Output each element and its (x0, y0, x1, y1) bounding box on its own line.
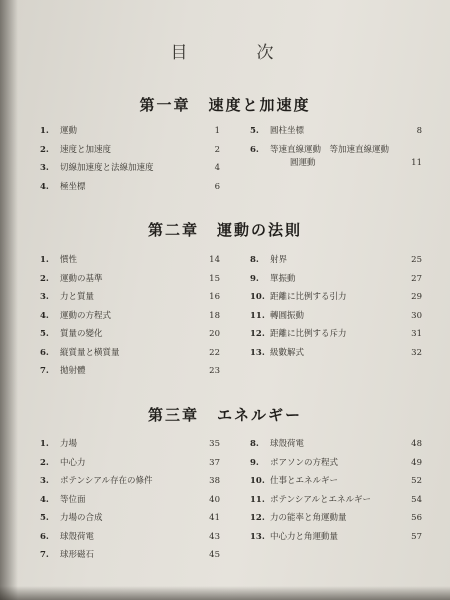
toc-entry-title: 力の能率と角運動量 (270, 513, 347, 523)
toc-entry (40, 347, 220, 366)
toc-entry (40, 162, 220, 181)
toc-entry-title: 拋射體 (60, 366, 86, 376)
toc-entry-page: 25 (411, 255, 422, 265)
toc-entry-page: 38 (209, 476, 220, 486)
toc-entry-title: 級數解式 (270, 347, 305, 358)
toc-entry-page: 8 (416, 126, 422, 136)
toc-entry-title: ポテンシアル存在の條件 (60, 476, 153, 486)
toc-entry-page: 6 (214, 181, 220, 192)
toc-entry (250, 254, 422, 273)
toc-entry-title: 球殼荷電 (270, 439, 305, 449)
toc-entry-number: 3. (40, 476, 49, 486)
toc-entry-title: 速度と加速度 (60, 144, 112, 155)
chapter-2-title: 運動の法則 (217, 221, 303, 239)
chapter-2-number: 第二章 (147, 221, 199, 239)
toc-entry-title: 距離に比例する引力 (270, 292, 347, 302)
toc-entry-number: 9. (250, 457, 259, 468)
toc-entry-number: 2. (40, 457, 49, 468)
toc-entry-page: 4 (214, 163, 220, 173)
toc-entry-number: 1. (40, 126, 49, 136)
toc-entry-number: 12. (250, 513, 265, 523)
toc-entry-title: 極坐標 (60, 181, 86, 192)
toc-entry-title: 等位面 (60, 494, 86, 505)
toc-entry-title: 慣性 (60, 255, 78, 265)
page-bottom-shadow (0, 586, 450, 600)
toc-entry-number: 2. (40, 144, 49, 155)
toc-entry-page: 15 (209, 273, 220, 284)
toc-entry-title-continued: 圓運動 (290, 157, 316, 168)
toc-entry-number: 10. (250, 476, 265, 486)
toc-entry-number: 9. (250, 273, 259, 284)
toc-entry (250, 144, 422, 174)
toc-entry-page: 22 (209, 347, 220, 358)
toc-entry-title: 運動の基準 (60, 273, 103, 284)
toc-entry-title: 射界 (270, 255, 288, 265)
toc-entry-number: 11. (250, 310, 265, 321)
toc-entry (40, 291, 220, 310)
toc-entry-page: 1 (214, 126, 220, 136)
toc-entry-number: 3. (40, 292, 49, 302)
toc-entry-number: 4. (40, 181, 49, 192)
toc-entry-page: 41 (209, 513, 220, 523)
toc-entry-number: 2. (40, 273, 49, 284)
toc-entry-page: 52 (411, 476, 422, 486)
toc-entry-page: 2 (214, 144, 220, 155)
toc-entry-number: 6. (40, 531, 49, 542)
toc-entry (250, 125, 422, 144)
toc-entry-title: ポアソンの方程式 (270, 457, 339, 468)
page-title: 目 次 (170, 43, 300, 63)
toc-entry-page: 20 (209, 329, 220, 339)
toc-entry-page: 14 (209, 255, 220, 265)
toc-entry-title: 圓柱坐標 (270, 126, 305, 136)
toc-entry-page: 49 (411, 457, 422, 468)
toc-entry (250, 438, 422, 457)
chapter-2-right-column (250, 254, 422, 365)
toc-entry-page: 43 (209, 531, 220, 542)
toc-entry (250, 273, 422, 292)
toc-entry-title: 球殼荷電 (60, 531, 95, 542)
toc-entry (250, 457, 422, 476)
toc-entry-title: 等速直線運動 等加速直線運動 (270, 144, 390, 155)
toc-entry-page: 37 (209, 457, 220, 468)
toc-entry (40, 273, 220, 292)
toc-entry-number: 11. (250, 494, 265, 505)
chapter-3-heading (0, 404, 450, 425)
toc-entry (40, 457, 220, 476)
toc-entry (40, 475, 220, 494)
toc-entry-title: 球形磁石 (60, 550, 95, 560)
toc-entry-number: 5. (40, 329, 49, 339)
toc-entry (250, 310, 422, 329)
page-gutter-shadow (0, 0, 18, 600)
toc-entry-number: 6. (250, 144, 259, 155)
toc-entry-number: 5. (40, 513, 49, 523)
toc-entry-number: 7. (40, 366, 49, 376)
chapter-3-title: エネルギー (217, 406, 303, 424)
toc-entry-number: 7. (40, 550, 49, 560)
toc-entry-number: 12. (250, 329, 265, 339)
toc-entry-title: ポテンシアルとエネルギー (270, 494, 372, 505)
toc-entry-page: 23 (209, 366, 220, 376)
chapter-2-heading (0, 219, 450, 240)
toc-entry-title: 仕事とエネルギー (270, 476, 339, 486)
toc-entry-page: 30 (411, 310, 422, 321)
toc-entry (40, 310, 220, 329)
toc-entry-number: 8. (250, 255, 259, 265)
toc-entry (250, 291, 422, 310)
chapter-3-left-column (40, 438, 220, 568)
toc-entry-number: 10. (250, 292, 265, 302)
chapter-2-left-column (40, 254, 220, 384)
chapter-1-left-column (40, 125, 220, 199)
toc-entry (250, 475, 422, 494)
toc-entry-page: 40 (209, 494, 220, 505)
toc-entry (40, 438, 220, 457)
toc-entry (40, 494, 220, 513)
toc-entry-title: 中心力と角運動量 (270, 531, 339, 542)
toc-entry (40, 181, 220, 200)
toc-entry-page: 31 (411, 329, 422, 339)
toc-entry-title: 運動 (60, 126, 78, 136)
toc-entry-number: 1. (40, 255, 49, 265)
toc-entry-title: 力場の合成 (60, 513, 103, 523)
toc-entry-page: 32 (411, 347, 422, 358)
toc-entry-page: 45 (209, 550, 220, 560)
toc-entry (250, 328, 422, 347)
toc-entry-title: 單振動 (270, 273, 296, 284)
toc-entry (40, 328, 220, 347)
toc-entry-page: 29 (411, 292, 422, 302)
toc-entry-title: 力場 (60, 439, 78, 449)
chapter-3-number: 第三章 (147, 406, 199, 424)
toc-entry-page: 18 (209, 310, 220, 321)
chapter-1-right-column (250, 125, 422, 174)
toc-entry-number: 4. (40, 494, 49, 505)
toc-entry-title: 轉圓振動 (270, 310, 305, 321)
toc-entry-number: 4. (40, 310, 49, 321)
toc-entry (250, 347, 422, 366)
toc-entry-number: 6. (40, 347, 49, 358)
toc-entry-title: 切線加速度と法線加速度 (60, 163, 154, 173)
toc-entry-number: 13. (250, 347, 265, 358)
toc-entry-page: 48 (411, 439, 422, 449)
chapter-1-number: 第一章 (139, 96, 191, 114)
chapter-3-right-column (250, 438, 422, 549)
chapter-1-title: 速度と加速度 (208, 96, 311, 114)
toc-entry-page: 57 (411, 531, 422, 542)
toc-entry-title: 力と質量 (60, 292, 95, 302)
toc-entry (40, 254, 220, 273)
chapter-1-heading (0, 94, 450, 115)
toc-entry-number: 13. (250, 531, 265, 542)
toc-entry (250, 512, 422, 531)
toc-entry (250, 531, 422, 550)
toc-entry (250, 494, 422, 513)
toc-entry (40, 531, 220, 550)
toc-entry-title: 距離に比例する斥力 (270, 329, 347, 339)
toc-entry-title: 運動の方程式 (60, 310, 112, 321)
toc-entry-number: 3. (40, 163, 49, 173)
toc-entry-page: 35 (209, 439, 220, 449)
toc-entry-number: 8. (250, 439, 259, 449)
toc-entry-page: 11 (411, 157, 422, 168)
toc-entry-page: 54 (411, 494, 422, 505)
toc-entry-title: 質量の變化 (60, 329, 103, 339)
toc-entry (40, 144, 220, 163)
toc-entry (40, 549, 220, 568)
toc-entry-title: 中心力 (60, 457, 86, 468)
toc-entry-page: 27 (411, 273, 422, 284)
toc-entry (40, 512, 220, 531)
toc-entry-title: 縦質量と横質量 (60, 347, 120, 358)
toc-entry-number: 5. (250, 126, 259, 136)
toc-entry-page: 16 (209, 292, 220, 302)
toc-entry (40, 365, 220, 384)
toc-entry (40, 125, 220, 144)
toc-entry-number: 1. (40, 439, 49, 449)
toc-entry-page: 56 (411, 513, 422, 523)
